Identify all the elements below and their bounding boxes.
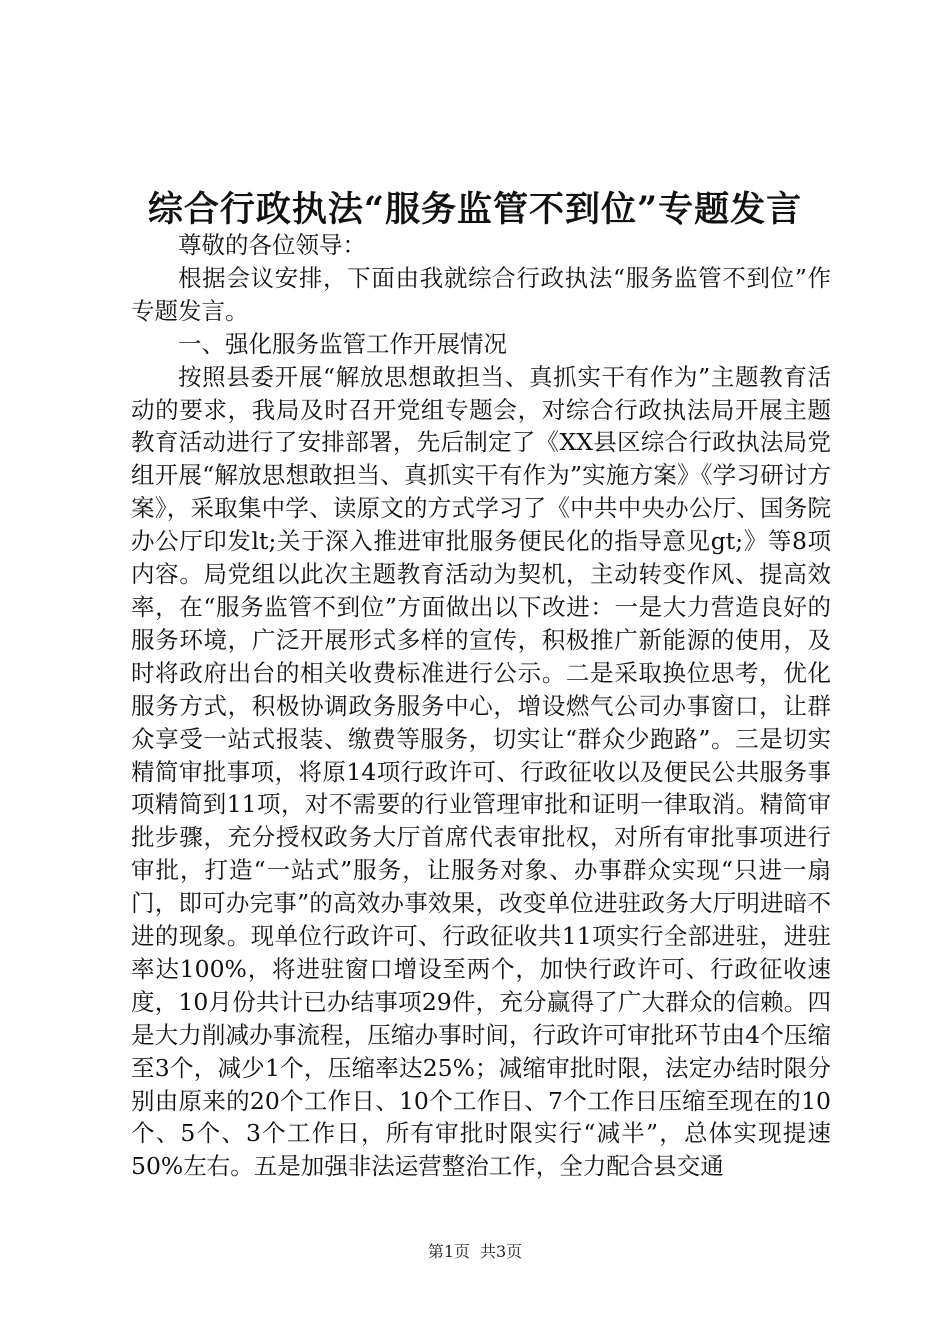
- body-paragraph: 按照县委开展“解放思想敢担当、真抓实干有作为”主题教育活动的要求，我局及时召开党组专题会，对综合行政执法局开展主题教育活动进行了安排部署，先后制定了《XX县区综合行政执法局党组开展“解放思想敢担当、真抓实干有作为”实施方案》《学习研讨方案》，采取集中学、读原文的方式学习了《中共中央办公厅、国务院办公厅印发lt;关于深入推进审批服务便民化的指导意见gt;》等8项内容。局党组以此次主题教育活动为契机，主动转变作风、提高效率，在“服务监管不到位”方面做出以下改进：一是大力营造良好的服务环境，广泛开展形式多样的宣传，积极推广新能源的使用，及时将政府出台的相关收费标准进行公示。二是采取换位思考，优化服务方式，积极协调政务服务中心，增设燃气公司办事窗口，让群众享受一站式报装、缴费等服务，切实让“群众少跑路”。三是切实精简审批事项，将原14项行政许可、行政征收以及便民公共服务事项精简到11项，对不需要的行业管理审批和证明一律取消。精简审批步骤，充分授权政务大厅首席代表审批权，对所有审批事项进行审批，打造“一站式”服务，让服务对象、办事群众实现“只进一扇门，即可办完事”的高效办事效果，改变单位进驻政务大厅明进暗不进的现象。现单位行政许可、行政征收共11项实行全部进驻，进驻率达100%，将进驻窗口增设至两个，加快行政许可、行政征收速度，10月份共计已办结事项29件，充分赢得了广大群众的信赖。四是大力削减办事流程，压缩办事时间，行政许可审批环节由4个压缩至3个，减少1个，压缩率达25%；减缩审批时限，法定办结时限分别由原来的20个工作日、10个工作日、7个工作日压缩至现在的10个、5个、3个工作日，所有审批时限实行“减半”，总体实现提速50%左右。五是加强非法运营整治工作，全力配合县交通: [131, 362, 831, 1181]
- salutation: 尊敬的各位领导：: [178, 231, 366, 259]
- document-body: [131, 229, 831, 1183]
- page-total: 共3页: [480, 1242, 523, 1261]
- section-heading: 一、强化服务监管工作开展情况: [178, 329, 507, 358]
- page-footer: [0, 1241, 950, 1263]
- page-number: 第1页: [427, 1242, 470, 1261]
- document-title: 综合行政执法“服务监管不到位”专题发言: [147, 189, 803, 230]
- intro-paragraph: 根据会议安排，下面由我就综合行政执法“服务监管不到位”作专题发言。: [131, 263, 831, 325]
